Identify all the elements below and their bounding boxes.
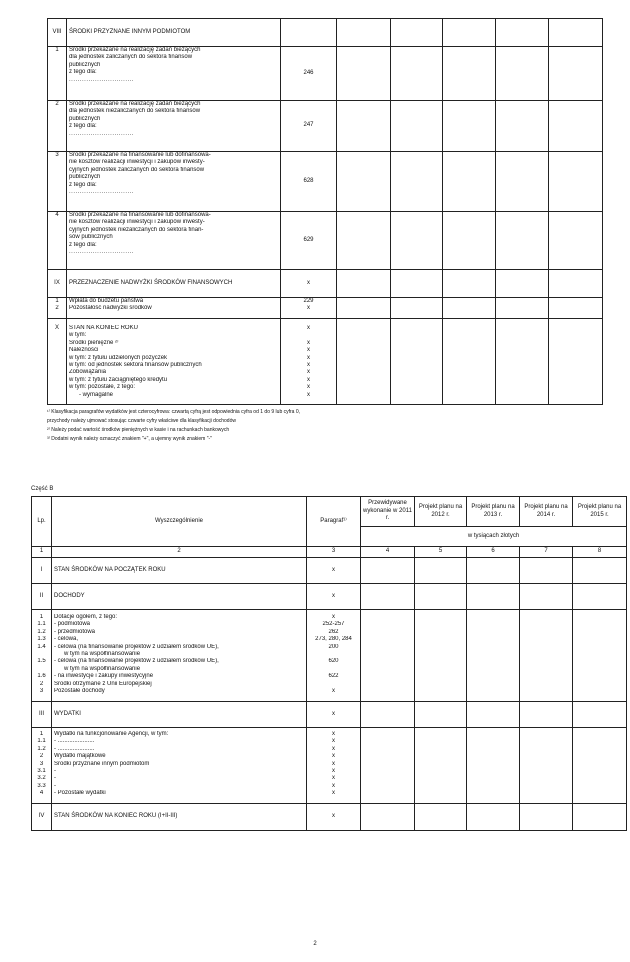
header-lp: Lp.	[32, 497, 52, 547]
section-iii-row: III WYDATKI x	[32, 702, 627, 728]
paragraph-cell: 628	[281, 152, 337, 212]
table-row: 2 Środki przekazane na realizację zadań bieżących dla jednostek niezaliczanych do sektora finansów publicznych z tego dla: .............................. 247	[48, 101, 603, 152]
section-ix-row: IX PRZEZNACZENIE NADWYŻKI ŚRODKÓW FINANSOWYCH x	[48, 270, 603, 298]
table-row: 1 Środki przekazane na realizację zadań bieżących dla jednostek zaliczanych do sektora finansów publicznych z tego dla: .............................. 246	[48, 47, 603, 101]
header-c5: Projekt planu na 2012 r.	[415, 497, 467, 527]
header-paragraph: Paragraf¹⁾	[307, 497, 361, 547]
header-c7: Projekt planu na 2014 r.	[520, 497, 573, 527]
header-c4: Przewidywane wykonanie w 2011 r.	[361, 497, 415, 527]
row-label: Środki przekazane na finansowanie lub dofinansowa- nie kosztów realizacji inwestycji i zakupów inwesty- cyjnych jednostek zaliczanych do sektora finansów publicznych z tego dla: ..............................	[67, 152, 281, 212]
section-title: WYDATKI	[52, 702, 307, 728]
footnote-3: ³⁾ Dodatni wynik należy oznaczyć znakiem "+", a ujemny wynik znakiem "-"	[47, 436, 212, 442]
footnote-2: ²⁾ Należy podać wartość środków pieniężnych w kasie i na rachunkach bankowych	[47, 427, 230, 433]
paragraph-cell: 247	[281, 101, 337, 152]
header-desc: Wyszczególnienie	[52, 497, 307, 547]
section-title: STAN NA KONIEC ROKU	[69, 325, 138, 331]
section-title: DOCHODY	[52, 584, 307, 610]
unit-label: w tysiącach złotych	[361, 527, 627, 547]
footnote-1: ¹⁾ Klasyfikacja paragrafów wydatków jest czterocyfrowa: czwartą cyfrą jest odpowiednia cyfra od 1 do 9 lub cyfra 0,	[47, 409, 301, 415]
section-lp: X	[48, 319, 67, 405]
table-part-a	[47, 18, 603, 405]
section-title: STAN ŚRODKÓW NA POCZĄTEK ROKU	[52, 558, 307, 584]
dochody-detail-row: 1 1.1 1.2 1.3 1.4 1.5 1.6 2 3 Dotacje ogółem, z tego: - podmiotowa - przedmiotowa - celowa, - celowa (na finansowanie projektów z udziałem środków UE), w tym na współfinansowanie - celowa (na finansowanie projektów z udziałem środków UE), w tym na współfinansowanie - na inwestycje i zakupy inwestycyjne Środki otrzymane z Unii Europejskiej Pozostałe dochody x 252-257 262 273, 280, 284 200 620 622 x	[32, 610, 627, 702]
section-i-row: I STAN ŚRODKÓW NA POCZĄTEK ROKU x	[32, 558, 627, 584]
section-title: STAN ŚRODKÓW NA KONIEC ROKU (I+II-III)	[52, 804, 307, 831]
row-label: Środki przekazane na realizację zadań bieżących dla jednostek zaliczanych do sektora finansów publicznych z tego dla: ..............................	[67, 47, 281, 101]
paragraph-cell: 629	[281, 212, 337, 270]
section-title: PRZEZNACZENIE NADWYŻKI ŚRODKÓW FINANSOWYCH	[67, 270, 281, 298]
header-row	[32, 497, 627, 527]
section-x-row: X STAN NA KONIEC ROKU w tym: Środki pieniężne ²⁾ Należności w tym: z tytułu udzielonych pożyczek w tym: od jednostek sektora finansów publicznych Zobowiązania w tym: z tytułu zaciągniętego kredytu w tym: pozostałe, z tego: - wymagalne x x x x x x x x x	[48, 319, 603, 405]
row-label: Środki przekazane na realizację zadań bieżących dla jednostek niezaliczanych do sektora finansów publicznych z tego dla: ..............................	[67, 101, 281, 152]
column-numbers-row: 1 2 3 4 5 6 7 8	[32, 547, 627, 558]
footnote-1-cont: przychody należy ujmować stosując czwarte cyfry właściwe dla klasyfikacji dochodów	[47, 418, 236, 424]
table-part-b	[31, 496, 627, 831]
header-c6: Projekt planu na 2013 r.	[467, 497, 520, 527]
section-iv-row: IV STAN ŚRODKÓW NA KONIEC ROKU (I+II-III) x	[32, 804, 627, 831]
section-viii-row	[48, 19, 603, 47]
section-lp: VIII	[48, 19, 67, 47]
section-title: ŚRODKI PRZYZNANE INNYM PODMIOTOM	[67, 19, 281, 47]
section-lp: IX	[48, 270, 67, 298]
header-c8: Projekt planu na 2015 r.	[573, 497, 627, 527]
table-row: 1 2 Wpłata do budżetu państwa Pozostałość nadwyżki środków 229 x	[48, 298, 603, 319]
row-label: Środki przekazane na finansowanie lub dofinansowa- nie kosztów realizacji inwestycji i zakupów inwesty- cyjnych jednostek niezaliczanych do sektora finan- sów publicznych z tego dla: ..............................	[67, 212, 281, 270]
table-row: 3 Środki przekazane na finansowanie lub dofinansowa- nie kosztów realizacji inwestycji i zakupów inwesty- cyjnych jednostek zaliczanych do sektora finansów publicznych z tego dla: .............................. 628	[48, 152, 603, 212]
page-number: 2	[313, 941, 317, 947]
section-ii-row: II DOCHODY x	[32, 584, 627, 610]
part-b-label: Część B	[31, 486, 54, 492]
table-row: 4 Środki przekazane na finansowanie lub dofinansowa- nie kosztów realizacji inwestycji i zakupów inwesty- cyjnych jednostek niezaliczanych do sektora finan- sów publicznych z tego dla: .............................. 629	[48, 212, 603, 270]
wydatki-detail-row: 1 1.1 1.2 2 3 3.1 3.2 3.3 4 Wydatki na funkcjonowanie Agencji, w tym: - ...................... - ...................... Wydatki majątkowe Środki przyznane innym podmiotom - - - - Pozostałe wydatki x x x x x x x x x	[32, 728, 627, 804]
paragraph-cell: 246	[281, 47, 337, 101]
